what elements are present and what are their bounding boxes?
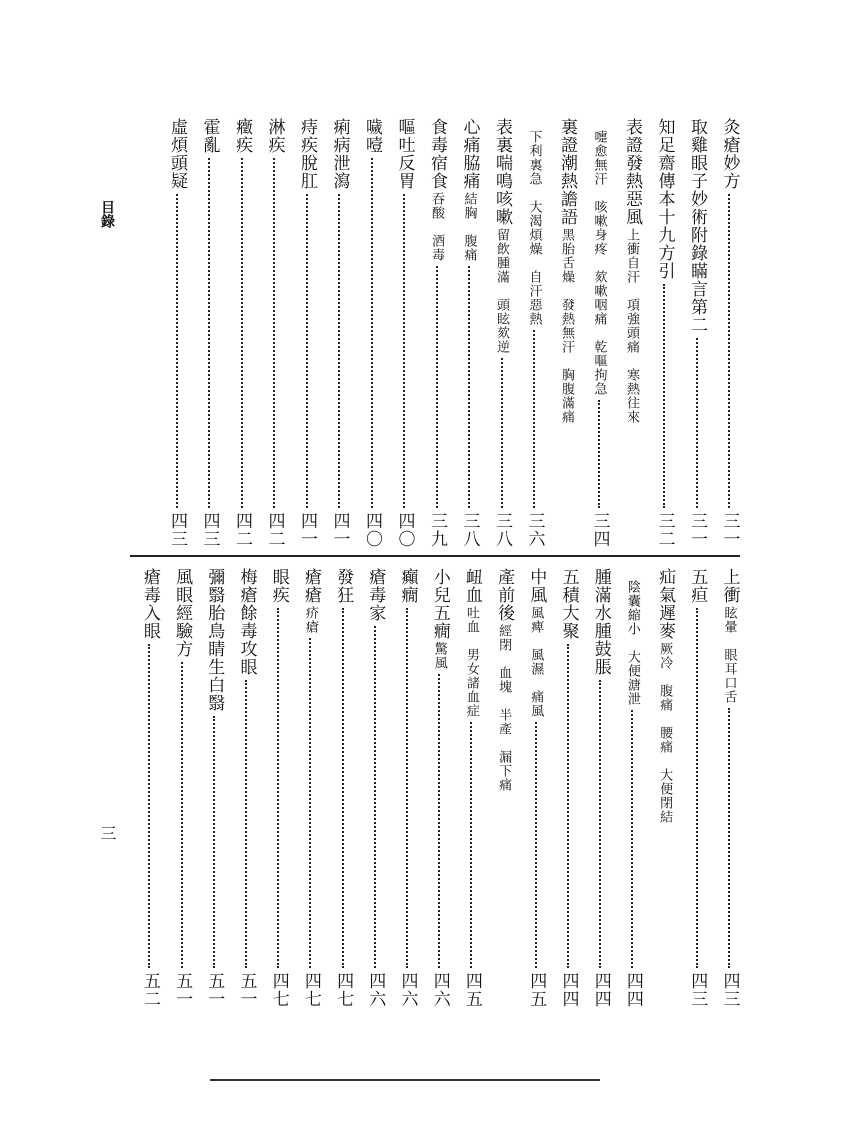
toc-entry-page: 四五: [526, 972, 547, 1008]
toc-entry-page: 四五: [461, 972, 482, 1008]
toc-entry-page: 四七: [300, 972, 321, 1008]
toc-entry-title: 上衝: [719, 568, 740, 604]
toc-entry-title: 腫滿水腫鼓脹: [590, 568, 611, 676]
leader-dots: [371, 158, 373, 508]
toc-entry-title: 眼疾: [268, 568, 289, 604]
leader-dots: [533, 330, 535, 508]
toc-entry-title: 裏證潮熱譫語: [557, 118, 577, 226]
toc-entry-page: 四三: [199, 512, 220, 548]
toc-entry-title: 灸瘡妙方: [719, 118, 740, 190]
toc-entry-title: 風眼經驗方: [172, 568, 193, 658]
toc-entry-title: 瘡瘡: [300, 568, 321, 604]
toc-entry-subtopics: 疥瘡: [302, 606, 318, 634]
toc-entry-page: 三八: [459, 512, 480, 548]
toc-entry-page: 四四: [622, 972, 643, 1008]
leader-dots: [213, 716, 215, 968]
toc-entry: [617, 118, 647, 548]
toc-entry: [714, 568, 744, 1008]
toc-entry-subtopics: 陰囊縮小 大便溏泄: [624, 580, 640, 706]
toc-entry: [194, 118, 224, 548]
toc-entry-page: 四二: [232, 512, 252, 548]
toc-entry-title: 霍亂: [199, 118, 220, 154]
toc-entry-title: 五積大聚: [558, 568, 579, 640]
toc-entry: [487, 118, 517, 548]
toc-entry-page: 四一: [329, 512, 350, 548]
toc-entry: [295, 568, 325, 1008]
toc-entry: [649, 118, 679, 548]
toc-entry-page: 四〇: [362, 512, 382, 548]
toc-entry-page: 五一: [204, 972, 225, 1008]
toc-entry-subtopics: 吞酸 酒毒: [429, 192, 444, 262]
leader-dots: [241, 158, 243, 508]
toc-entry-subtopics: 黑胎舌燥 發熱無汗 胸腹滿痛: [559, 228, 574, 424]
leader-dots: [277, 608, 279, 968]
toc-entry: [422, 118, 452, 548]
toc-entry-page: 四一: [297, 512, 317, 548]
toc-entry: [714, 118, 744, 548]
leader-dots: [374, 626, 376, 968]
leader-dots: [501, 358, 503, 508]
toc-entry-page: 四六: [429, 972, 450, 1008]
bottom-rule: [210, 1079, 600, 1081]
toc-entry-page: 四七: [268, 972, 289, 1008]
toc-entry-title: 五疸: [687, 568, 708, 604]
toc-entry-page: 四三: [687, 972, 708, 1008]
toc-entry: [360, 568, 390, 1008]
toc-entry-page: 三四: [589, 512, 610, 548]
leader-dots: [176, 194, 178, 508]
toc-entry: [167, 568, 197, 1008]
section-divider: [130, 555, 740, 557]
toc-entry-title: 彌翳胎鳥睛生白翳: [204, 568, 225, 712]
toc-entry-title: 取雞眼子妙術附錄瞞言第二: [687, 118, 707, 334]
toc-entry-page: 四四: [558, 972, 579, 1008]
toc-entry-title: 知足齋傳本十九方引: [654, 118, 675, 280]
leader-dots: [631, 710, 633, 968]
toc-entry: [134, 568, 164, 1008]
leader-dots: [403, 194, 405, 508]
toc-entry-title: 表裏喘鳴咳嗽: [492, 118, 512, 226]
toc-entry: [357, 118, 387, 548]
leader-dots: [567, 644, 569, 968]
toc-entry-page: 四三: [719, 972, 740, 1008]
toc-entry: [489, 568, 519, 1008]
toc-entry-title: 食毒宿食: [427, 118, 447, 190]
toc-entry-title: 痔疾脫肛: [297, 118, 317, 190]
leader-dots: [406, 608, 408, 968]
toc-entry: [292, 118, 322, 548]
leader-dots: [599, 680, 601, 968]
toc-entry-subtopics: 驚風: [431, 642, 447, 670]
toc-entry-page: 四四: [590, 972, 611, 1008]
toc-entry-title: 梅瘡餘毒攻眼: [236, 568, 257, 676]
toc-entry-title: 淋疾: [264, 118, 285, 154]
toc-entry-title: 中風: [526, 568, 547, 604]
toc-entry-title: 表證發熱惡風: [622, 118, 642, 226]
toc-entry-title: 癲癇: [397, 568, 418, 604]
toc-entry: [552, 118, 582, 548]
leader-dots: [468, 266, 470, 508]
toc-entry-subtopics: 留飲腫滿 頭眩欬逆: [494, 228, 509, 354]
toc-entry-page: 四六: [365, 972, 386, 1008]
toc-entry: [584, 118, 614, 548]
toc-entry-page: 三六: [524, 512, 545, 548]
toc-entry: [199, 568, 229, 1008]
toc-entry: [682, 568, 712, 1008]
toc-entry-title: 產前後: [494, 568, 515, 622]
toc-entry-title: 嘔吐反胃: [394, 118, 415, 190]
leader-dots: [181, 662, 183, 968]
toc-entry-subtopics: 嚏愈無汗 咳嗽身疼 欬嗽咽痛 乾嘔拘急: [591, 130, 607, 396]
toc-entry-title: 噦噎: [362, 118, 382, 154]
toc-entry: [324, 118, 354, 548]
toc-entry-page: 四〇: [394, 512, 415, 548]
page-number: 三: [98, 825, 117, 841]
toc-entry: [553, 568, 583, 1008]
leader-dots: [436, 266, 438, 508]
toc-entry-subtopics: 上衝自汗 項強頭痛 寒熱往來: [624, 228, 639, 424]
leader-dots: [438, 674, 440, 968]
toc-entry-title: 小兒五癇: [429, 568, 450, 640]
toc-entry: [521, 568, 551, 1008]
toc-entry-title: 瘡毒家: [365, 568, 386, 622]
toc-entry-title: 癥疾: [232, 118, 252, 154]
toc-entry-subtopics: 經閉 血塊 半產 漏下痛: [496, 624, 512, 792]
toc-entry-title: 痢病泄瀉: [329, 118, 350, 190]
toc-entry: [389, 118, 419, 548]
toc-entry-subtopics: 吐血 男女諸血症: [463, 606, 479, 718]
toc-entry: [231, 568, 261, 1008]
toc-entry: [227, 118, 257, 548]
toc-entry-page: 五一: [236, 972, 257, 1008]
toc-entry: [617, 568, 647, 1008]
toc-entry-title: 發狂: [333, 568, 354, 604]
toc-entry-page: 四二: [264, 512, 285, 548]
toc-entry: [328, 568, 358, 1008]
toc-entry-subtopics: 風痺 風濕 痛風: [528, 606, 544, 718]
leader-dots: [728, 194, 730, 508]
toc-entry-subtopics: 下利裏急 大渴煩燥 自汗惡熱: [526, 130, 542, 326]
leader-dots: [245, 680, 247, 968]
toc-entry-page: 五一: [172, 972, 193, 1008]
toc-entry: [424, 568, 454, 1008]
leader-dots: [338, 194, 340, 508]
toc-entry-page: 四六: [397, 972, 418, 1008]
leader-dots: [208, 158, 210, 508]
toc-entry: [454, 118, 484, 548]
toc-entry-subtopics: 眩暈 眼耳口舌: [721, 606, 737, 704]
leader-dots: [306, 194, 308, 508]
leader-dots: [696, 338, 698, 508]
toc-entry-page: 三八: [492, 512, 512, 548]
toc-entry-title: 心痛脇痛: [459, 118, 480, 190]
toc-entry: [162, 118, 192, 548]
toc-entry-page: 四三: [167, 512, 187, 548]
toc-entry-title: 瘡毒入眼: [139, 568, 160, 640]
leader-dots: [696, 608, 698, 968]
toc-entry-page: 五二: [139, 972, 160, 1008]
leader-dots: [342, 608, 344, 968]
running-header: 目錄: [99, 200, 115, 228]
leader-dots: [309, 638, 311, 968]
toc-entry-page: 三一: [719, 512, 740, 548]
leader-dots: [728, 708, 730, 968]
toc-entry: [263, 568, 293, 1008]
leader-dots: [470, 722, 472, 968]
toc-entry-subtopics: 結胸 腹痛: [461, 192, 477, 262]
toc-entry: [650, 568, 680, 1008]
toc-entry: [682, 118, 712, 548]
leader-dots: [663, 284, 665, 508]
toc-entry: [585, 568, 615, 1008]
leader-dots: [535, 722, 537, 968]
toc-entry-page: 三九: [427, 512, 447, 548]
leader-dots: [273, 158, 275, 508]
toc-entry: [456, 568, 486, 1008]
toc-entry-title: 衄血: [461, 568, 482, 604]
toc-entry-page: 四七: [333, 972, 354, 1008]
toc-entry-page: 三一: [687, 512, 707, 548]
toc-entry-page: 三二: [654, 512, 675, 548]
toc-entry-title: 虛煩頭疑: [167, 118, 187, 190]
toc-entry: [519, 118, 549, 548]
toc-entry: [259, 118, 289, 548]
leader-dots: [598, 400, 600, 508]
toc-entry-title: 疝氣遲麥: [655, 568, 676, 640]
toc-entry: [392, 568, 422, 1008]
toc-entry-subtopics: 厥冷 腹痛 腰痛 大便閉結: [657, 642, 673, 824]
leader-dots: [148, 644, 150, 968]
